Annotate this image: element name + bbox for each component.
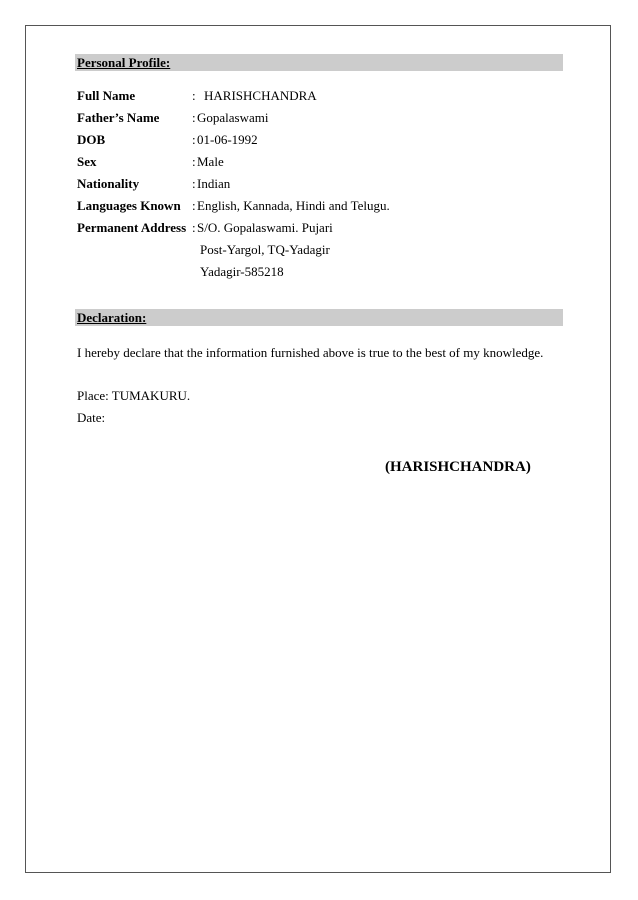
full-name-label: Full Name: [77, 88, 136, 103]
separator: :: [192, 110, 196, 125]
languages-value: English, Kannada, Hindi and Telugu.: [197, 198, 390, 213]
separator: :: [192, 154, 196, 169]
separator: :: [192, 198, 196, 213]
fathers-name-value: Gopalaswami: [197, 110, 269, 125]
personal-profile-header: [75, 54, 563, 71]
permanent-address-value: S/O. Gopalaswami. Pujari: [197, 220, 333, 235]
declaration-text: I hereby declare that the information furnished above is true to the best of my knowledge.: [77, 345, 544, 360]
separator: :: [192, 132, 196, 147]
declaration-header: [75, 309, 563, 326]
separator: :: [192, 176, 196, 191]
address-line-2: Post-Yargol, TQ-Yadagir: [200, 242, 330, 257]
separator: :: [192, 220, 196, 235]
date-text: Date:: [77, 410, 106, 425]
separator: :: [192, 88, 196, 103]
sex-value: Male: [197, 154, 224, 169]
nationality-value: Indian: [197, 176, 231, 191]
address-line-3: Yadagir-585218: [200, 264, 284, 279]
languages-label: Languages Known: [77, 198, 181, 213]
declaration-heading: Declaration:: [77, 310, 147, 325]
fathers-name-label: Father’s Name: [77, 110, 160, 125]
dob-value: 01-06-1992: [197, 132, 258, 147]
page-border: [25, 25, 611, 873]
sex-label: Sex: [77, 154, 97, 169]
personal-profile-heading: Personal Profile:: [77, 55, 171, 70]
permanent-address-label: Permanent Address: [77, 220, 187, 235]
place-text: Place: TUMAKURU.: [77, 388, 191, 403]
dob-label: DOB: [77, 132, 106, 147]
signature-name: (HARISHCHANDRA): [385, 459, 531, 475]
nationality-label: Nationality: [77, 176, 140, 191]
full-name-value: HARISHCHANDRA: [204, 88, 317, 103]
